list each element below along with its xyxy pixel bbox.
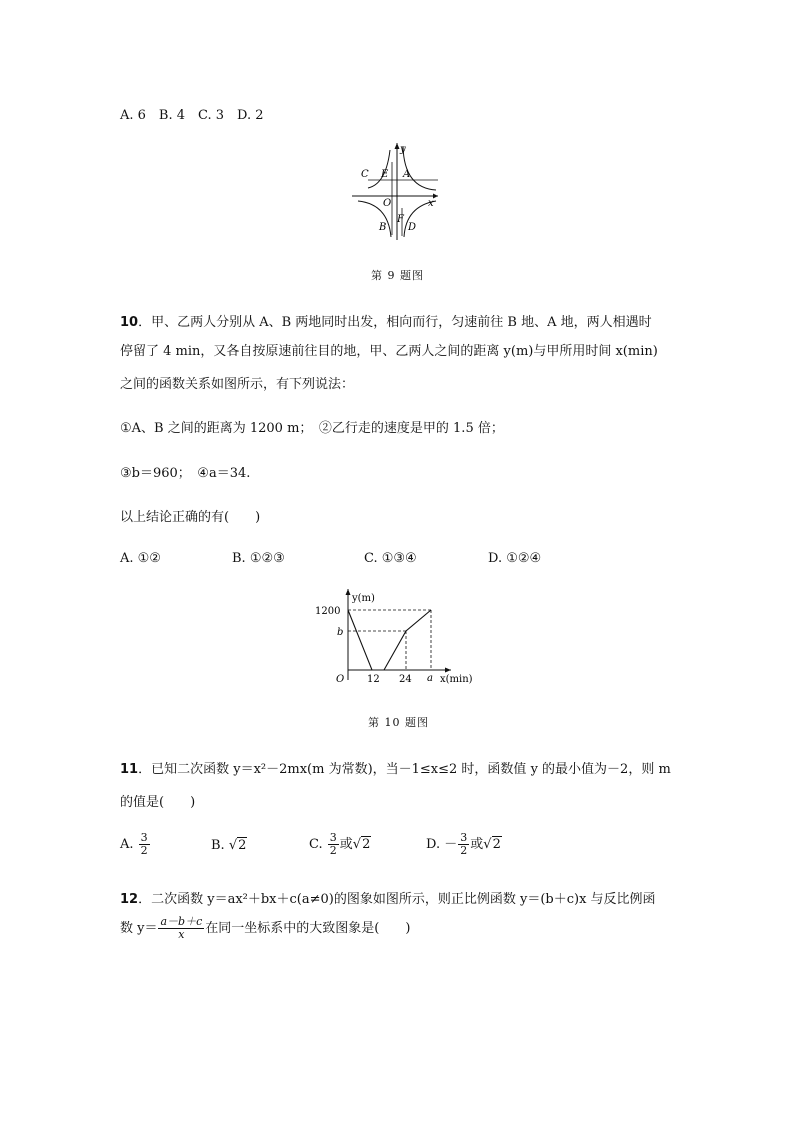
q11-option-d: D. － $\frac{3}{2}$ 或√2 bbox=[426, 831, 501, 857]
q10-tick-b: b bbox=[337, 627, 344, 638]
q9-label-origin: O bbox=[383, 198, 392, 209]
q10-caption: 第 10 题图 bbox=[368, 716, 429, 729]
q9-label-B: B bbox=[379, 222, 387, 233]
q9-label-y: y bbox=[400, 144, 406, 155]
q10-tick-12: 12 bbox=[367, 674, 380, 685]
q11-option-c: C. $\frac{3}{2}$ 或√2 bbox=[309, 831, 371, 857]
q9-label-F: F bbox=[397, 214, 404, 225]
q10-tick-24: 24 bbox=[399, 674, 412, 685]
q10-line2: 停留了 4 min，又各自按原速前往目的地，甲、乙两人之间的距离 y(m)与甲所用时间 x(min) bbox=[120, 344, 658, 359]
q10-x-label: x(min) bbox=[440, 674, 473, 685]
q10-option-d: D. ①②④ bbox=[488, 551, 542, 566]
q10-option-a: A. ①② bbox=[120, 551, 161, 566]
q12-line2: 数 y＝ $\frac{a-b+c}{x}$ 在同一坐标系中的大致图象是( ) bbox=[120, 915, 411, 941]
q10-figure bbox=[306, 585, 488, 690]
q10-line1: 10．甲、乙两人分别从 A、B 两地同时出发，相向而行，匀速前往 B 地、A 地，两人相遇时 bbox=[120, 315, 652, 330]
q10-tick-a: a bbox=[427, 673, 433, 684]
q11-number: 11 bbox=[120, 762, 139, 777]
q10-statement-2: ③b＝960； ④a＝34. bbox=[120, 466, 251, 481]
q10-option-c: C. ①③④ bbox=[364, 551, 417, 566]
q10-y-label: y(m) bbox=[352, 593, 375, 604]
q9-label-x: x bbox=[428, 198, 434, 209]
q12-number: 12 bbox=[120, 892, 139, 907]
q10-tick-1200: 1200 bbox=[315, 606, 341, 617]
q9-caption: 第 9 题图 bbox=[371, 269, 424, 282]
q9-label-C: C bbox=[361, 169, 369, 180]
q10-prompt: 以上结论正确的有( ) bbox=[120, 510, 261, 525]
q10-line3: 之间的函数关系如图所示，有下列说法： bbox=[120, 377, 355, 392]
q9-options: A. 6 B. 4 C. 3 D. 2 bbox=[120, 108, 264, 123]
q11-option-a: A. $\frac{3}{2}$ bbox=[120, 831, 148, 857]
q9-figure bbox=[350, 140, 450, 240]
q10-statement-1: ①A、B 之间的距离为 1200 m； ②乙行走的速度是甲的 1.5 倍； bbox=[120, 421, 504, 436]
q11-line1: 11．已知二次函数 y＝x²－2mx(m 为常数)，当－1≤x≤2 时，函数值 y 的最小值为－2，则 m bbox=[120, 762, 671, 777]
q11-line2: 的值是( ) bbox=[120, 795, 196, 810]
q10-origin: O bbox=[336, 674, 345, 685]
q11-option-b: B. √2 bbox=[211, 838, 247, 853]
q10-number: 10 bbox=[120, 315, 139, 330]
q9-label-E: E bbox=[381, 169, 389, 180]
q9-label-A: A bbox=[403, 169, 411, 180]
q12-line1: 12．二次函数 y＝ax²＋bx＋c(a≠0)的图象如图所示，则正比例函数 y＝(b＋c)x 与反比例函 bbox=[120, 892, 656, 907]
q10-option-b: B. ①②③ bbox=[232, 551, 285, 566]
q9-label-D: D bbox=[408, 222, 417, 233]
